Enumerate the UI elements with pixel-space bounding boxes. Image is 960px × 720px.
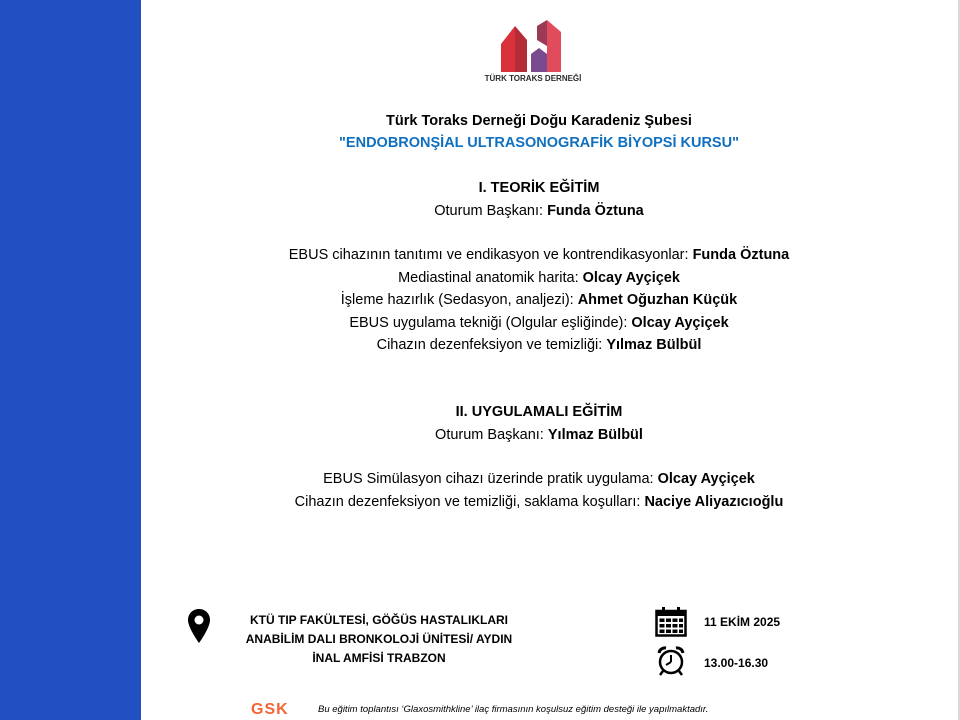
section2-chair — [141, 424, 937, 446]
gsk-logo: GSK — [251, 701, 289, 718]
location-line: ANABİLİM DALI BRONKOLOJİ ÜNİTESİ/ AYDIN — [245, 632, 513, 646]
program-item — [141, 491, 937, 513]
organization-name: Türk Toraks Derneği Doğu Karadeniz Şubesi — [386, 113, 692, 129]
speaker: Olcay Ayçiçek — [582, 269, 680, 286]
topic: İşleme hazırlık (Sedasyon, analjezi): — [340, 292, 578, 309]
chair-label: Oturum Başkanı: — [435, 426, 548, 443]
topic: Mediastinal anatomik harita: — [398, 269, 583, 286]
topic: Cihazın dezenfeksiyon ve temizliği, saklama koşulları: — [294, 493, 645, 510]
alarm-clock-icon — [657, 646, 685, 676]
side-bar — [0, 0, 141, 720]
program-item — [141, 312, 937, 334]
speaker: Olcay Ayçiçek — [631, 314, 729, 331]
chair-name: Funda Öztuna — [547, 202, 644, 219]
topic: EBUS uygulama tekniği (Olgular eşliğinde): — [349, 314, 632, 331]
speaker: Funda Öztuna — [692, 247, 790, 264]
location-address — [214, 611, 544, 668]
section1-title: I. TEORİK EĞİTİM — [478, 180, 600, 197]
program-item — [141, 267, 937, 289]
chair-label: Oturum Başkanı: — [434, 202, 548, 219]
chair-name: Yılmaz Bülbül — [547, 426, 643, 443]
section2-title: II. UYGULAMALI EĞİTİM — [455, 404, 623, 421]
program-item — [141, 289, 937, 311]
event-time: 13.00-16.30 — [704, 656, 769, 670]
speaker: Ahmet Oğuzhan Küçük — [577, 292, 738, 309]
course-title: "ENDOBRONŞİAL ULTRASONOGRAFİK BİYOPSİ KURSU" — [339, 135, 739, 152]
speaker: Yılmaz Bülbül — [606, 337, 702, 354]
topic: Cihazın dezenfeksiyon ve temizliği: — [376, 337, 607, 354]
topic: EBUS cihazının tanıtımı ve endikasyon ve kontrendikasyonlar: — [288, 247, 693, 264]
location-pin-icon — [187, 608, 211, 644]
topic: EBUS Simülasyon cihazı üzerinde pratik uygulama: — [323, 471, 658, 488]
program-item — [141, 468, 937, 490]
program-item — [141, 334, 937, 356]
speaker: Naciye Aliyazıcıoğlu — [644, 493, 784, 510]
section1-chair — [141, 200, 937, 222]
turk-toraks-logo — [478, 20, 588, 90]
program-content — [141, 110, 937, 513]
toraks-emblem-icon — [501, 20, 565, 74]
location-line: İNAL AMFİSİ TRABZON — [312, 651, 446, 665]
logo-text: TÜRK TORAKS DERNEĞİ — [484, 74, 582, 83]
location-line: KTÜ TIP FAKÜLTESİ, GÖĞÜS HASTALIKLARI — [250, 613, 508, 627]
sponsor-disclaimer: Bu eğitim toplantısı ‘Glaxosmithkline’ ilaç firmasının koşulsuz eğitim desteği ile yapılmaktadır. — [318, 704, 709, 715]
program-item — [141, 244, 937, 266]
calendar-icon — [655, 607, 687, 637]
speaker: Olcay Ayçiçek — [657, 471, 755, 488]
event-date: 11 EKİM 2025 — [704, 615, 781, 629]
